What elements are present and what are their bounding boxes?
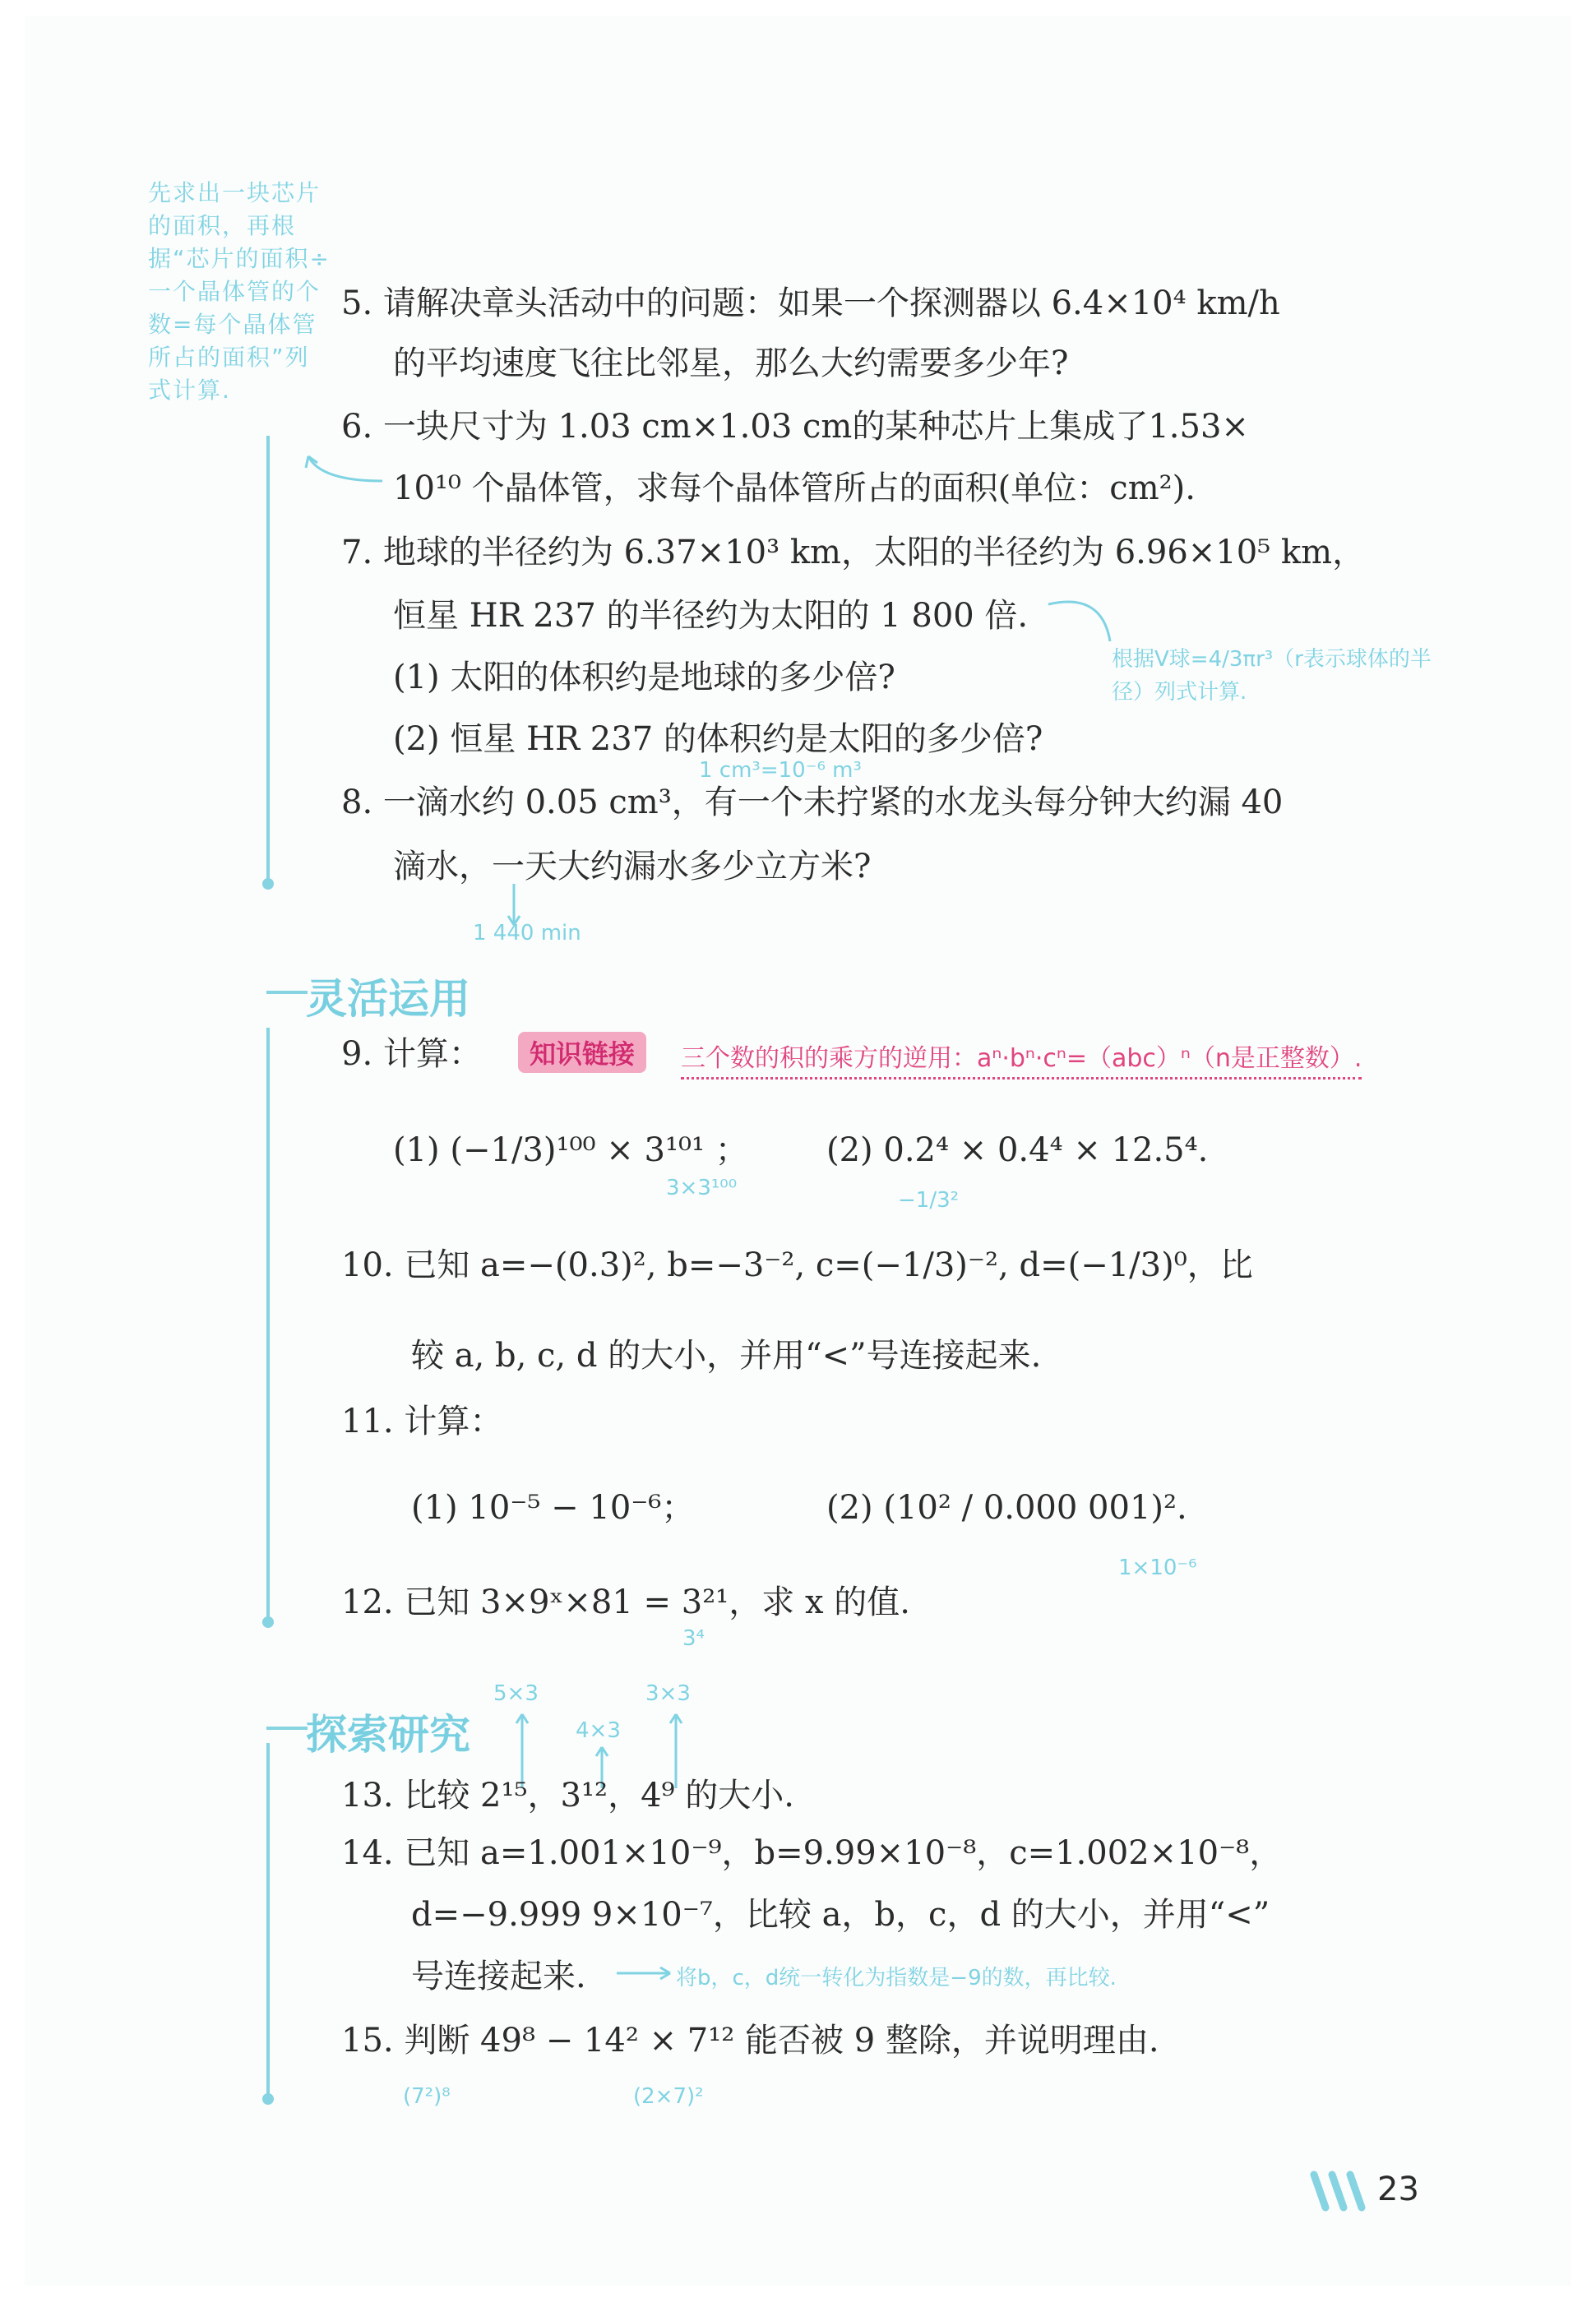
- question-7-hint-arrow: [1044, 592, 1126, 650]
- margin-line-3: [266, 1743, 270, 2097]
- question-8-line-1: 8. 一滴水约 0.05 cm³，有一个未拧紧的水龙头每分钟大约漏 40: [341, 784, 1284, 821]
- question-6-line-2: 10¹⁰ 个晶体管，求每个晶体管所占的面积(单位：cm²).: [393, 469, 1196, 507]
- question-14-line-3: 号连接起来.: [411, 1958, 586, 1995]
- question-14-line-2: d=−9.999 9×10⁻⁷，比较 a，b，c，d 的大小，并用“<”: [411, 1896, 1270, 1934]
- page-number: 23: [1377, 2171, 1419, 2208]
- question-12-line: 12. 已知 3×9ˣ×81 = 3²¹，求 x 的值.: [341, 1583, 910, 1621]
- question-7-sub-2: (2) 恒星 HR 237 的体积约是太阳的多少倍?: [393, 720, 1043, 758]
- question-11-hint: 1×10⁻⁶: [1118, 1556, 1197, 1580]
- margin-line-1: [266, 436, 270, 880]
- section-title-exploration: 探索研究: [306, 1711, 470, 1759]
- question-10-hint: −1/3²: [898, 1188, 960, 1213]
- question-15-hint-1: (7²)⁸: [403, 2084, 451, 2109]
- question-13-hint-1: 5×3: [493, 1681, 539, 1706]
- section-1-rule: [266, 991, 308, 994]
- question-11-label: 11. 计算：: [341, 1403, 503, 1440]
- question-5-line-1: 5. 请解决章头活动中的问题：如果一个探测器以 6.4×10⁴ km/h: [341, 284, 1280, 322]
- question-9-part-2: (2) 0.2⁴ × 0.4⁴ × 12.5⁴.: [826, 1131, 1209, 1169]
- question-7-sub-1: (1) 太阳的体积约是地球的多少倍?: [393, 659, 895, 696]
- section-2-rule: [266, 1727, 308, 1730]
- question-8-conversion-note: 1 cm³=10⁻⁶ m³: [699, 758, 862, 783]
- question-13-line: 13. 比较 2¹⁵，3¹²，4⁹ 的大小.: [341, 1777, 794, 1815]
- question-6-line-1: 6. 一块尺寸为 1.03 cm×1.03 cm的某种芯片上集成了1.53×: [341, 408, 1249, 446]
- question-13-hint-3: 3×3: [645, 1681, 691, 1706]
- side-note-arrow: [304, 448, 386, 489]
- question-8-minutes-note: 1 440 min: [473, 921, 581, 945]
- question-14-line-1: 14. 已知 a=1.001×10⁻⁹，b=9.99×10⁻⁸，c=1.002×10⁻⁸，: [341, 1834, 1283, 1872]
- question-14-arrow: [613, 1961, 678, 1986]
- question-13-hint-2: 4×3: [576, 1718, 621, 1743]
- margin-dot-3: [262, 2093, 274, 2105]
- question-11-part-2: (2) (10² / 0.000 001)².: [826, 1489, 1187, 1527]
- question-9-label: 9. 计算：: [341, 1035, 482, 1073]
- question-10-line-2: 较 a, b, c, d 的大小，并用“<”号连接起来.: [411, 1337, 1042, 1375]
- question-9-hint: 3×3¹⁰⁰: [666, 1176, 738, 1200]
- knowledge-link-text: 三个数的积的乘方的逆用：aⁿ·bⁿ·cⁿ=（abc）ⁿ（n是正整数）.: [681, 1038, 1362, 1080]
- question-15-line: 15. 判断 49⁸ − 14² × 7¹² 能否被 9 整除，并说明理由.: [341, 2022, 1159, 2060]
- question-9-part-1: (1) (−1/3)¹⁰⁰ × 3¹⁰¹ ；: [393, 1131, 748, 1169]
- question-10-line-1: 10. 已知 a=−(0.3)², b=−3⁻², c=(−1/3)⁻², d=(−1/3)⁰，比: [341, 1246, 1253, 1284]
- question-5-line-2: 的平均速度飞往比邻星，那么大约需要多少年?: [393, 344, 1069, 382]
- question-8-line-2: 滴水，一天大约漏水多少立方米?: [393, 848, 872, 885]
- page-number-stripes-icon: [1307, 2171, 1377, 2212]
- question-11-part-1: (1) 10⁻⁵ − 10⁻⁶；: [411, 1489, 695, 1527]
- side-note-chip-area: 先求出一块芯片的面积，再根据“芯片的面积÷一个晶体管的个数=每个晶体管所占的面积”列式计算.: [148, 179, 331, 404]
- question-15-hint-2: (2×7)²: [633, 2084, 704, 2109]
- margin-dot-2: [262, 1616, 274, 1628]
- question-12-hint: 3⁴: [682, 1626, 705, 1651]
- question-14-hint: 将b，c，d统一转化为指数是−9的数，再比较.: [676, 1966, 1117, 1990]
- question-7-line-1: 7. 地球的半径约为 6.37×10³ km，太阳的半径约为 6.96×10⁵ km，: [341, 534, 1366, 571]
- knowledge-link-badge: 知识链接: [518, 1032, 646, 1073]
- margin-line-2: [266, 1028, 270, 1620]
- margin-dot-1: [262, 878, 274, 890]
- question-7-hint: 根据V球=4/3πr³（r表示球体的半径）列式计算.: [1112, 647, 1432, 705]
- question-7-line-2: 恒星 HR 237 的半径约为太阳的 1 800 倍.: [393, 597, 1029, 635]
- section-title-flexible-use: 灵活运用: [306, 975, 470, 1023]
